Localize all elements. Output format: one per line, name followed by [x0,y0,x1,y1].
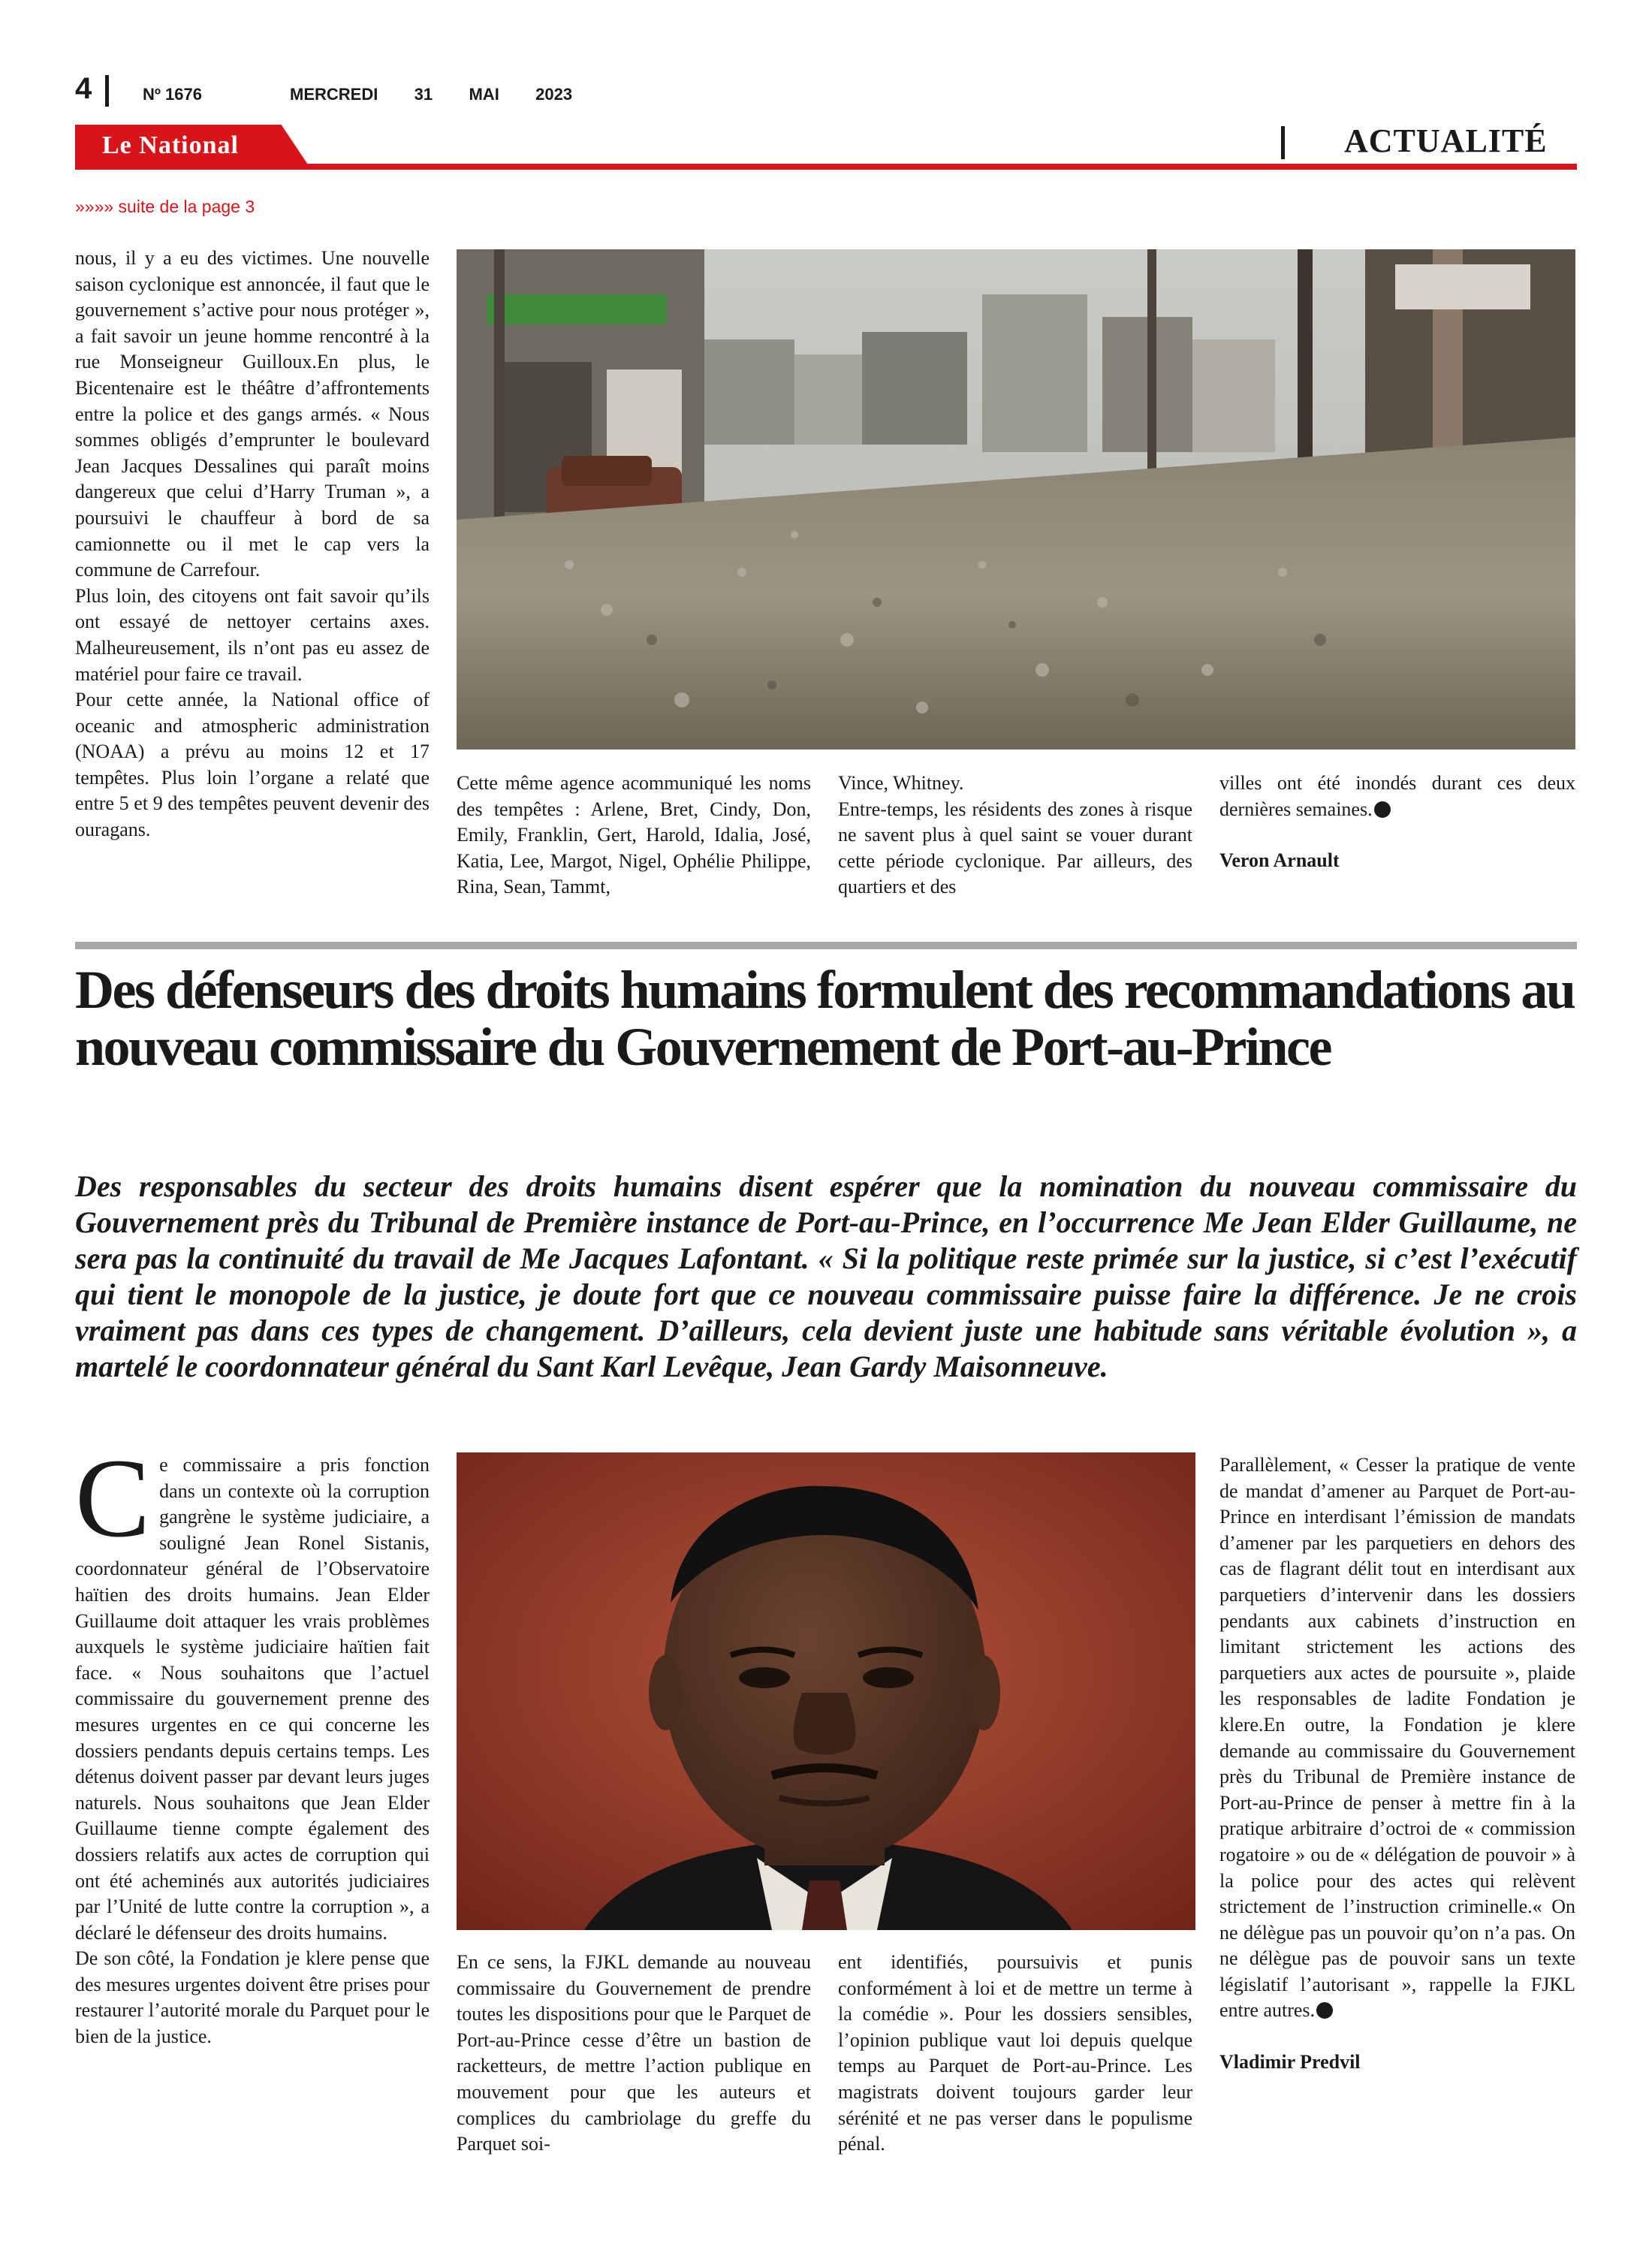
article1-column-1 [75,246,430,843]
article2-column-2 [457,1950,811,2158]
article1-column-3 [838,771,1192,900]
article2-column-1 [75,1436,430,2050]
issue-date: MERCREDI 31 MAI 2023 [290,85,573,104]
article2-paragraph: ent identifiés, poursuivis et punis conformément à loi et de mettre un terme à la comédie ». Pour les dossiers sensibles, l’opinion publique vaut loi depuis quelque temps au Parquet de Port-au-Prince. Les magistrats doivent toujours garder leur sérénité et ne pas verser dans le populisme pénal. [838,1951,1192,2155]
drop-cap: C [75,1436,151,1561]
article1-paragraph: Entre-temps, les résidents des zones à risque ne savent plus à quel saint se vouer durant cette période cyclonique. Par ailleurs, des quartiers et des [838,798,1192,898]
article2-headline: Des défenseurs des droits humains formulent des recommandations au nouveau commissaire du Gouvernement de Port-au-Prince [75,960,1575,1077]
article1-paragraph: Vince, Whitney. [838,772,964,794]
article2-column-4 [1219,1452,1575,2076]
end-of-article-mark [1374,801,1391,818]
article2-paragraph: De son côté, la Fondation je klere pense que des mesures urgentes doivent être prises pour restaurer l’autorité morale du Parquet pour le bien de la justice. [75,1947,430,2048]
article2-paragraph: e commissaire a pris fonction dans un contexte où la corruption gangrène le système judiciaire, a souligné Jean Ronel Sistanis, coordonnateur général de l’Observatoire haïtien des droits humains. Jean Elder Guillaume doit attaquer les vrais problèmes auxquels le système judiciaire haïtien fait face. « Nous souhaitons que l’actuel commissaire du gouvernement prenne des mesures urgentes en ce qui concerne les dossiers pendants depuis certains temps. Les détenus doivent passer par devant leurs juges naturels. Nous souhaitons que Jean Elder Guillaume tienne compte également des dossiers relatifs aux actes de corruption qui ont été acheminés aux autorités judiciaires par l’Unité de lutte contre la corruption », a déclaré le défenseur des droits humains. [75,1454,430,1944]
article1-author: Veron Arnault [1219,849,1340,872]
article1-paragraph: Cette même agence acommuniqué les noms des tempêtes : Arlene, Bret, Cindy, Don, Emily, Franklin, Gert, Harold, Idalia, José, Katia, Lee, Margot, Nigel, Ophélie Philippe, Rina, Sean, Tammt, [457,772,811,898]
article2-paragraph: En ce sens, la FJKL demande au nouveau commissaire du Gouvernement de prendre toutes les dispositions pour que le Parquet de Port-au-Prince cesse d’être un bastion de racketteurs, de mettre l’action publique en mouvement pour que les auteurs et complices du cambriolage du greffe du Parquet soi- [457,1951,811,2155]
article1-column-4 [1219,771,1575,874]
article-separator [75,942,1577,949]
article2-author: Vladimir Predvil [1219,2051,1361,2074]
end-of-article-mark [1316,2002,1333,2019]
article2-column-3 [838,1950,1192,2158]
article2-lede: Des responsables du secteur des droits humains disent espérer que la nomination du nouveau commissaire du Gouvernement près du Tribunal de Première instance de Port-au-Prince, en l’occurrence Me Jean Elder Guillaume, ne sera pas la continuité du travail de Me Jacques Lafontant. « Si la politique reste primée sur la justice, si c’est l’exécutif qui tient le monopole de la justice, je doute fort que ce nouveau commissaire puisse faire la différence. Je ne crois vraiment pas dans ces types de changement. D’ailleurs, cela devient juste une habitude sans véritable évolution », a martelé le coordonnateur général du Sant Karl Levêque, Jean Gardy Maisonneuve. [75,1169,1577,1383]
commissioner-portrait [457,1452,1195,1930]
article1-paragraph: nous, il y a eu des victimes. Une nouvelle saison cyclonique est annoncée, il faut que le gouvernement s’active pour nous protéger », a fait savoir un jeune homme rencontré à la rue Monseigneur Guilloux.En plus, le Bicentenaire est le théâtre d’affrontements entre la police et des gangs armés. « Nous sommes obligés d’emprunter le boulevard Jean Jacques Dessalines qui paraît moins dangereux que celui d’Harry Truman », a poursuivi le chauffeur à bord de sa camionnette ou il met le cap vers la commune de Carrefour. [75,247,430,581]
header-rule [75,164,1577,170]
newspaper-brand: Le National [102,131,239,159]
page-number: 4 [75,72,92,105]
continued-from-label[interactable]: »»»» suite de la page 3 [75,197,255,216]
article2-paragraph: Parallèlement, « Cesser la pratique de vente de mandat d’amener au Parquet de Port-au-Prince en interdisant l’émission de mandats d’amener par les parquetiers en dehors des cas de flagrant délit tout en interdisant aux parquetiers d’intervenir dans les dossiers pendants aux cabinets d’instruction en limitant strictement les actions des parquetiers aux actes de poursuite », plaide les responsables de ladite Fondation je klere.En outre, la Fondation je klere demande au commissaire du Gouvernement près du Tribunal de Première instance de Port-au-Prince de penser à mettre fin à la pratique arbitraire d’octroi de « commission rogatoire » ou de « délégation de pouvoir » à la police pour des actes qui relèvent strictement de l’instruction criminelle.« On ne délègue pas un pouvoir qu’on n’a pas. On ne délègue pas de pouvoir sans un texte législatif l’autorisant », rappelle la FJKL entre autres. [1219,1454,1575,2022]
article1-paragraph: villes ont été inondés durant ces deux dernières semaines. [1219,772,1575,820]
page-number-divider [105,75,109,107]
article1-column-2 [457,771,811,900]
issue-number: Nº 1676 [143,85,202,104]
section-title: ACTUALITÉ [1344,122,1548,159]
article1-paragraph: Plus loin, des citoyens ont fait savoir qu’ils ont essayé de nettoyer certains axes. Malheureusement, ils n’ont pas eu assez de matériel pour faire ce travail. [75,584,430,685]
section-divider [1281,126,1285,159]
street-debris-photo [457,249,1575,749]
article1-paragraph: Pour cette année, la National office of oceanic and atmospheric administration (NOAA) a prévu au moins 12 et 17 tempêtes. Plus loin l’organe a relaté que entre 5 et 9 des tempêtes peuvent devenir des ouragans. [75,689,430,841]
